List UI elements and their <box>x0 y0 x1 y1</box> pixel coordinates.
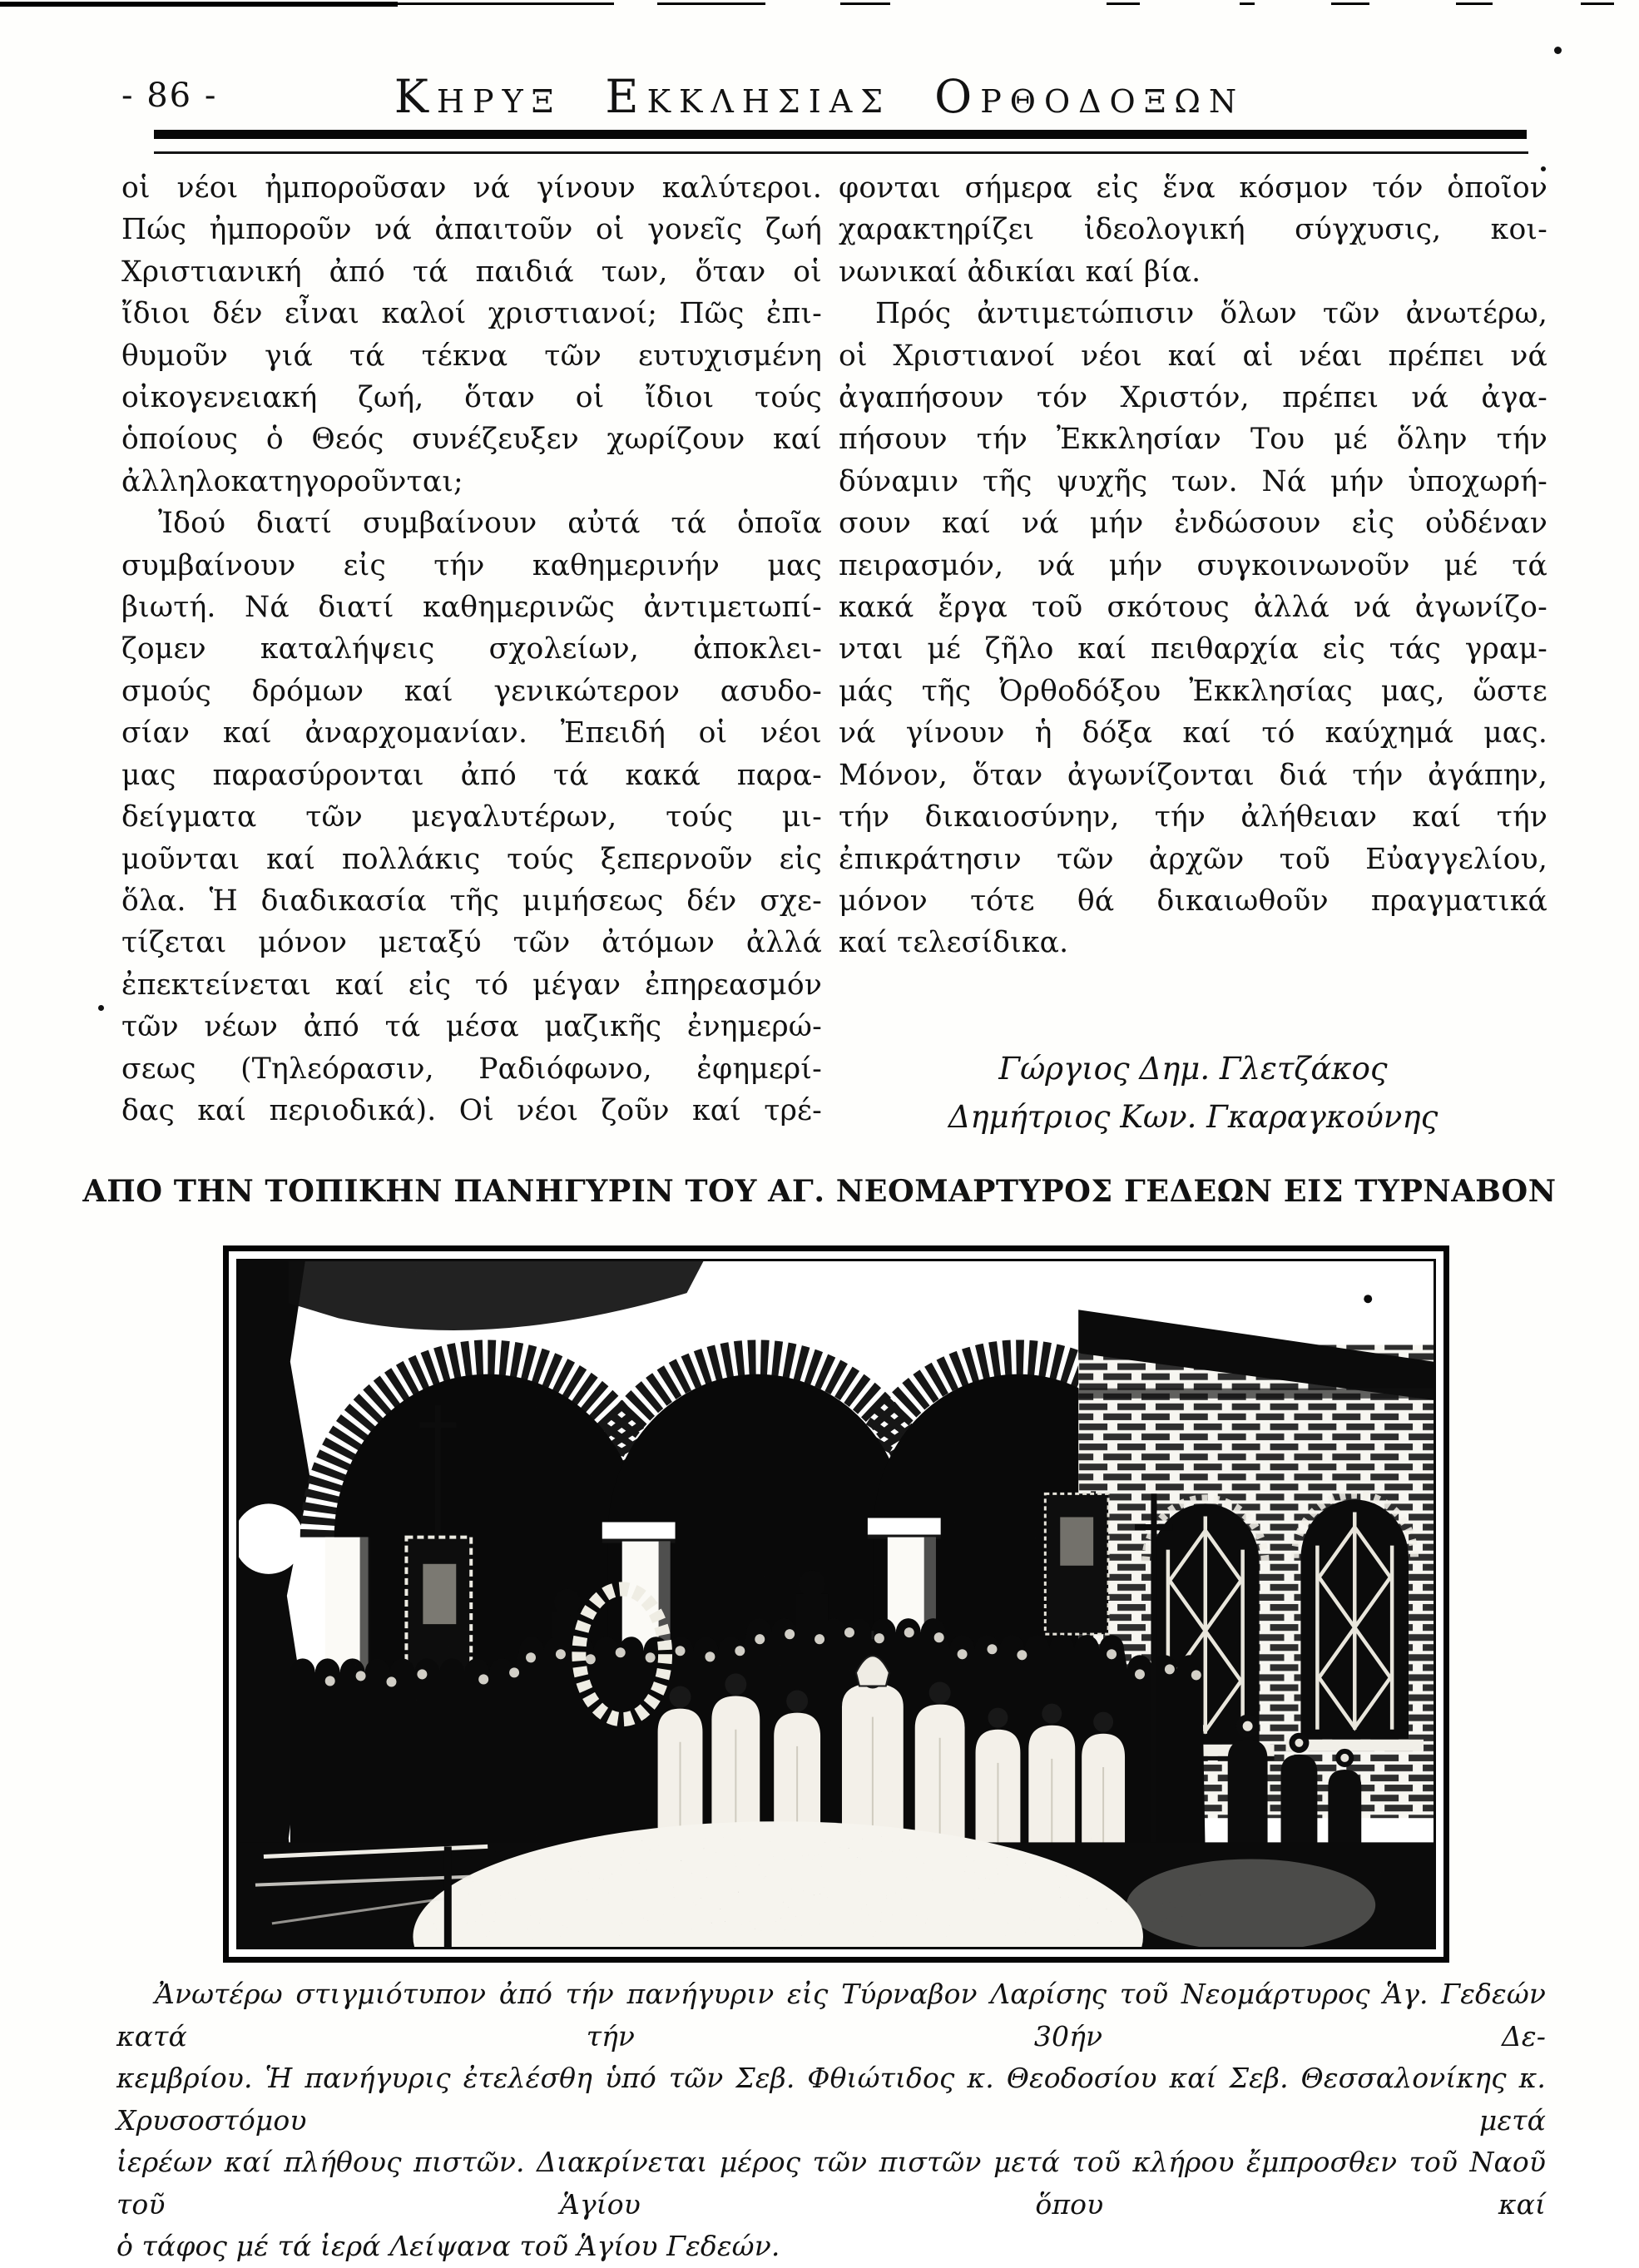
photo-svg <box>239 1261 1434 1947</box>
text-line: ἀλληλοκατηγοροῦνται; <box>121 464 463 498</box>
text-line: ἴδιοι δέν εἶναι καλοί χριστιανοί; Πῶς ἐπι- <box>121 297 822 331</box>
text-line: νά γίνουν ἡ δόξα καί τό καύχημά μας. <box>839 716 1547 750</box>
text-line: πειρασμόν, νά μήν συγκοινωνοῦν μέ τά <box>839 548 1547 582</box>
text-line: μόνον τότε θά δικαιωθοῦν πραγματικά <box>839 884 1547 918</box>
text-line: δας καί περιοδικά). Οἱ νέοι ζοῦν καί τρέ- <box>121 1093 822 1127</box>
text-line: Πρός ἀντιμετώπισιν ὅλων τῶν ἀνωτέρω, <box>875 297 1547 331</box>
article-left-column <box>121 167 822 1132</box>
scan-speck <box>1554 47 1562 54</box>
text-line: μας παρασύρονται ἀπό τά κακά παρα- <box>121 758 822 792</box>
header-rule-thin <box>154 151 1528 154</box>
text-line: μάς τῆς Ὀρθοδόξου Ἐκκλησίας μας, ὥστε <box>839 674 1547 708</box>
text-line: σμούς δρόμων καί γενικώτερον ασυδο- <box>121 674 822 708</box>
photo-frame <box>223 1245 1449 1963</box>
text-line: Πώς ἠμποροῦν νά ἀπαιτοῦν οἱ γονεῖς ζωή <box>121 213 822 247</box>
signature-author-2: Δημήτριος Κων. Γκαραγκούνης <box>948 1099 1438 1135</box>
text-line: χαρακτηρίζει ἰδεολογική σύγχυσις, κοι- <box>839 213 1547 247</box>
text-line: φονται σήμερα εἰς ἕνα κόσμον τόν ὁποῖον <box>839 171 1547 205</box>
text-line: νωνικαί ἀδικίαι καί βία. <box>839 255 1201 289</box>
text-line: ἱερέων καί πλήθους πιστῶν. Διακρίνεται μέρος τῶν πιστῶν μετά τοῦ κλήρου ἔμπροσθεν τοῦ Ναοῦ τοῦ Ἁγίου ὅπου καί <box>116 2146 1546 2221</box>
text-line: τῶν νέων ἀπό τά μέσα μαζικῆς ἐνημερώ- <box>121 1010 822 1044</box>
scan-speck <box>1541 166 1546 171</box>
text-line: τίζεται μόνον μεταξύ τῶν ἀτόμων ἀλλά <box>121 926 822 960</box>
article-signatures <box>839 1045 1547 1141</box>
text-line: τήν δικαιοσύνην, τήν ἀλήθειαν καί τήν <box>839 800 1547 834</box>
scan-speck <box>98 1005 104 1011</box>
text-line: θυμοῦν γιά τά τέκνα τῶν ευτυχισμένη <box>121 339 822 373</box>
text-line: οἰκογενειακή ζωή, ὅταν οἱ ἴδιοι τούς <box>121 381 822 415</box>
journal-title: ΚΗΡΥΞ ΕΚΚΛΗΣΙΑΣ ΟΡΘΟΔΟΞΩΝ <box>394 70 1245 123</box>
photo <box>236 1259 1436 1949</box>
photo-caption <box>116 1973 1546 2268</box>
text-line: ζομεν καταλήψεις σχολείων, ἀποκλει- <box>121 632 822 666</box>
text-line: Χριστιανική ἀπό τά παιδιά των, ὅταν οἱ <box>121 255 822 289</box>
text-line: ὅλα. Ἡ διαδικασία τῆς μιμήσεως δέν σχε- <box>121 884 822 918</box>
text-line: σίαν καί ἀναρχομανίαν. Ἐπειδή οἱ νέοι <box>121 716 822 750</box>
header-rule-thick <box>154 130 1527 139</box>
text-line: σουν καί νά μήν ἐνδώσουν εἰς οὐδέναν <box>839 507 1547 541</box>
text-line: συμβαίνουν εἰς τήν καθημερινήν μας <box>121 548 822 582</box>
text-line: ἐπεκτείνεται καί εἰς τό μέγαν ἐπηρεασμόν <box>121 968 822 1002</box>
text-line: πήσουν τήν Ἐκκλησίαν Του μέ ὅλην τήν <box>839 423 1547 457</box>
text-line: νται μέ ζῆλο καί πειθαρχία εἰς τάς γραμ- <box>839 632 1547 666</box>
text-line: μοῦνται καί πολλάκις τούς ξεπερνοῦν εἰς <box>121 842 822 876</box>
text-line: δείγματα τῶν μεγαλυτέρων, τούς μι- <box>121 800 822 834</box>
article-right-column <box>839 167 1547 964</box>
text-line: οἱ νέοι ἠμποροῦσαν νά γίνουν καλύτεροι. <box>121 171 822 205</box>
text-line: ὁ τάφος μέ τά ἱερά Λείψανα τοῦ Ἁγίου Γεδεών. <box>116 2230 780 2262</box>
text-line: ὁποίους ὁ Θεός συνέζευξεν χωρίζουν καί <box>121 423 822 457</box>
text-line: ἐπικράτησιν τῶν ἀρχῶν τοῦ Εὐαγγελίου, <box>839 842 1547 876</box>
photo-headline: ΑΠΟ ΤΗΝ ΤΟΠΙΚΗΝ ΠΑΝΗΓΥΡΙΝ ΤΟΥ ΑΓ. ΝΕΟΜΑΡΤΥΡΟΣ ΓΕΔΕΩΝ ΕΙΣ ΤΥΡΝΑΒΟΝ <box>82 1173 1557 1209</box>
text-line: κακά ἔργα τοῦ σκότους ἀλλά νά ἀγωνίζο- <box>839 591 1547 625</box>
text-line: Μόνον, ὅταν ἀγωνίζονται διά τήν ἀγάπην, <box>839 758 1547 792</box>
text-line: δύναμιν τῆς ψυχῆς των. Νά μήν ὑποχωρή- <box>839 464 1547 498</box>
text-line: σεως (Τηλεόρασιν, Ραδιόφωνο, ἐφημερί- <box>121 1052 822 1086</box>
text-line: Ἀνωτέρω στιγμιότυπον ἀπό τήν πανήγυριν εἰς Τύρναβον Λαρίσης τοῦ Νεομάρτυρος Ἁγ. Γεδεών κατά τήν 30ήν Δε- <box>116 1978 1546 2053</box>
text-line: καί τελεσίδικα. <box>839 926 1069 960</box>
text-line: οἱ Χριστιανοί νέοι καί αἱ νέαι πρέπει νά <box>839 339 1547 373</box>
text-line: Ἰδού διατί συμβαίνουν αὐτά τά ὁποῖα <box>158 507 822 541</box>
signature-author-1: Γώργιος Δημ. Γλετζάκος <box>998 1051 1388 1087</box>
text-line: βιωτή. Νά διατί καθημερινῶς ἀντιμετωπί- <box>121 591 822 625</box>
page-number: - 86 - <box>121 77 218 115</box>
text-line: ἀγαπήσουν τόν Χριστόν, πρέπει νά ἀγα- <box>839 381 1547 415</box>
text-line: κεμβρίου. Ἡ πανήγυρις ἐτελέσθη ὑπό τῶν Σεβ. Φθιώτιδος κ. Θεοδοσίου καί Σεβ. Θεσσαλονίκης κ. Χρυσοστόμου μετά <box>116 2062 1546 2137</box>
